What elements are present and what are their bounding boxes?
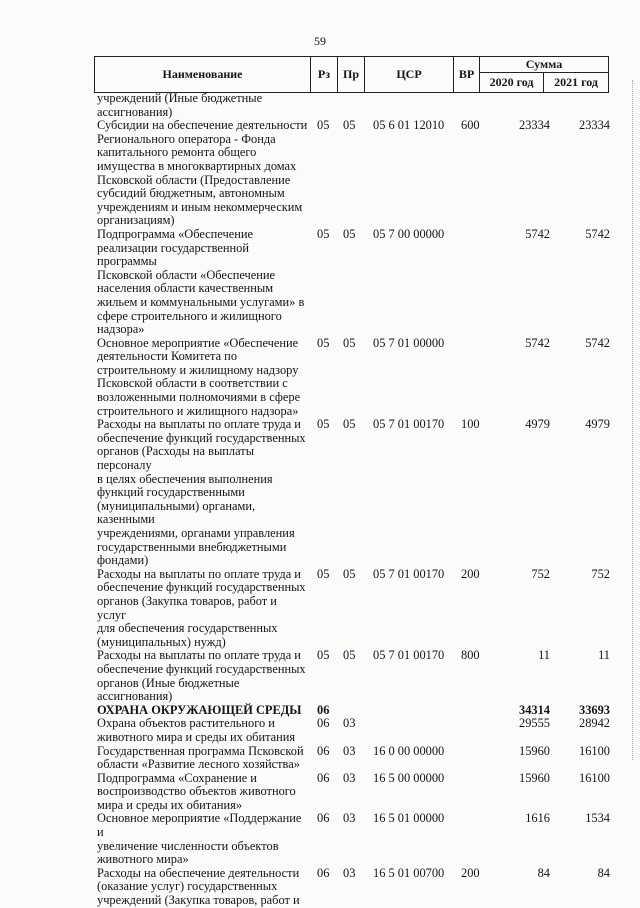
scan-edge-line — [632, 80, 633, 760]
row-pr: 03 — [343, 865, 356, 880]
budget-rows — [0, 92, 640, 908]
row-pr: 03 — [343, 770, 356, 785]
row-s2020: 15960 — [519, 743, 550, 758]
row-csr: 16 5 01 00000 — [373, 811, 445, 826]
row-name: учреждений (Иные бюджетные ассигнования) — [97, 91, 263, 119]
row-name: Подпрограмма «Сохранение и воспроизводство объектов животного мира и среды их обитания» — [97, 770, 296, 812]
header-year-2021: 2021 год — [544, 73, 609, 93]
row-s2021: 23334 — [579, 118, 610, 133]
header-rz: Рз — [311, 57, 338, 93]
row-s2021: 11 — [598, 648, 610, 663]
row-pr: 05 — [343, 566, 356, 581]
row-pr: 05 — [343, 118, 356, 133]
row-s2020: 5742 — [525, 226, 550, 241]
row-pr: 03 — [343, 716, 356, 731]
row-vr: 200 — [461, 865, 480, 880]
row-s2020: 34314 — [519, 702, 550, 717]
row-csr: 05 7 01 00170 — [373, 648, 445, 663]
row-pr: 05 — [343, 226, 356, 241]
row-pr: 03 — [343, 743, 356, 758]
row-s2020: 84 — [537, 865, 550, 880]
row-csr: 05 6 01 12010 — [373, 118, 445, 133]
row-s2020: 4979 — [525, 417, 550, 432]
header-year-2020: 2020 год — [480, 73, 544, 93]
table-row — [0, 717, 640, 744]
row-s2020: 1616 — [525, 811, 550, 826]
row-name: Подпрограмма «Обеспечение реализации государственной программы Псковской области «Обеспечение населения области качественным жильем и коммунальными услугами» в сфере строительного и жилищного надзора» — [97, 226, 305, 337]
row-csr: 05 7 00 00000 — [373, 226, 445, 241]
table-row — [0, 228, 640, 337]
row-name: Государственная программа Псковской области «Развитие лесного хозяйства» — [97, 743, 304, 772]
row-rz: 06 — [317, 811, 330, 826]
row-rz: 05 — [317, 648, 330, 663]
row-rz: 05 — [317, 335, 330, 350]
row-s2020: 23334 — [519, 118, 550, 133]
header-vr: ВР — [454, 57, 480, 93]
row-vr: 100 — [461, 417, 480, 432]
row-vr: 600 — [461, 118, 480, 133]
row-pr: 05 — [343, 335, 356, 350]
row-name: Охрана объектов растительного и животного мира и среды их обитания — [97, 716, 296, 744]
table-header — [94, 56, 609, 93]
row-csr: 05 7 01 00000 — [373, 335, 445, 350]
table-row — [0, 772, 640, 813]
row-name: Субсидии на обеспечение деятельности Регионального оператора - Фонда капитального ремонта общего имущества в многоквартирных домах Псковской области (Предоставление субсидий бюджетным, автономным учреждениям и иным некоммерческим организациям) — [97, 118, 308, 228]
row-name: ОХРАНА ОКРУЖАЮЩЕЙ СРЕДЫ — [97, 702, 302, 717]
table-row — [0, 649, 640, 703]
row-rz: 05 — [317, 566, 330, 581]
table-row — [0, 704, 640, 718]
row-s2021: 4979 — [585, 417, 610, 432]
row-rz: 06 — [317, 865, 330, 880]
row-s2020: 5742 — [525, 335, 550, 350]
row-s2020: 752 — [531, 566, 550, 581]
table-row — [0, 119, 640, 228]
row-name: Расходы на выплаты по оплате труда и обеспечение функций государственных органов (Иные бюджетные ассигнования) — [97, 648, 306, 704]
table-row — [0, 337, 640, 419]
row-pr: 05 — [343, 648, 356, 663]
header-pr: Пр — [338, 57, 365, 93]
row-csr: 16 5 01 00700 — [373, 865, 445, 880]
row-rz: 05 — [317, 226, 330, 241]
row-s2021: 16100 — [579, 743, 610, 758]
row-s2021: 1534 — [585, 811, 610, 826]
row-csr: 16 5 00 00000 — [373, 770, 445, 785]
row-s2021: 5742 — [585, 226, 610, 241]
header-csr: ЦСР — [365, 57, 454, 93]
row-s2021: 16100 — [579, 770, 610, 785]
table-row — [0, 745, 640, 772]
row-rz: 05 — [317, 417, 330, 432]
row-name: Расходы на выплаты по оплате труда и обеспечение функций государственных органов (Закупка товаров, работ и услуг для обеспечения государственных (муниципальных) нужд) — [97, 566, 306, 649]
row-csr: 05 7 01 00170 — [373, 417, 445, 432]
row-s2021: 752 — [591, 566, 610, 581]
row-s2021: 5742 — [585, 335, 610, 350]
row-name: Расходы на обеспечение деятельности (оказание услуг) государственных учреждений (Закупка товаров, работ и — [97, 865, 300, 908]
row-rz: 06 — [317, 743, 330, 758]
table-row — [0, 568, 640, 650]
row-s2020: 15960 — [519, 770, 550, 785]
row-name: Расходы на выплаты по оплате труда и обеспечение функций государственных органов (Расходы на выплаты персоналу в целях обеспечения выполнения функций государственными (муниципальными) органами, казенными учреждениями, органами управления государственными внебюджетными фондами) — [97, 417, 306, 568]
table-row — [0, 92, 640, 119]
header-sum: Сумма — [480, 57, 609, 73]
row-vr: 200 — [461, 566, 480, 581]
row-rz: 06 — [317, 716, 330, 731]
table-row — [0, 812, 640, 866]
row-s2021: 33693 — [579, 702, 610, 717]
row-rz: 06 — [317, 702, 330, 717]
row-s2021: 84 — [597, 865, 610, 880]
table-row — [0, 867, 640, 908]
row-pr: 03 — [343, 811, 356, 826]
header-name: Наименование — [95, 57, 311, 93]
row-pr: 05 — [343, 417, 356, 432]
row-rz: 06 — [317, 770, 330, 785]
row-s2020: 11 — [538, 648, 550, 663]
table-row — [0, 418, 640, 568]
row-vr: 800 — [461, 648, 480, 663]
row-s2021: 28942 — [579, 716, 610, 731]
row-s2020: 29555 — [519, 716, 550, 731]
row-name: Основное мероприятие «Обеспечение деятельности Комитета по строительному и жилищному надзору Псковской области в соответствии с возложенными полномочиями в сфере строительного и жилищного надзора» — [97, 335, 301, 418]
row-rz: 05 — [317, 118, 330, 133]
row-name: Основное мероприятие «Поддержание и увеличение численности объектов животного мира» — [97, 811, 302, 867]
row-csr: 16 0 00 00000 — [373, 743, 445, 758]
page-number: 59 — [314, 34, 326, 48]
row-csr: 05 7 01 00170 — [373, 566, 445, 581]
